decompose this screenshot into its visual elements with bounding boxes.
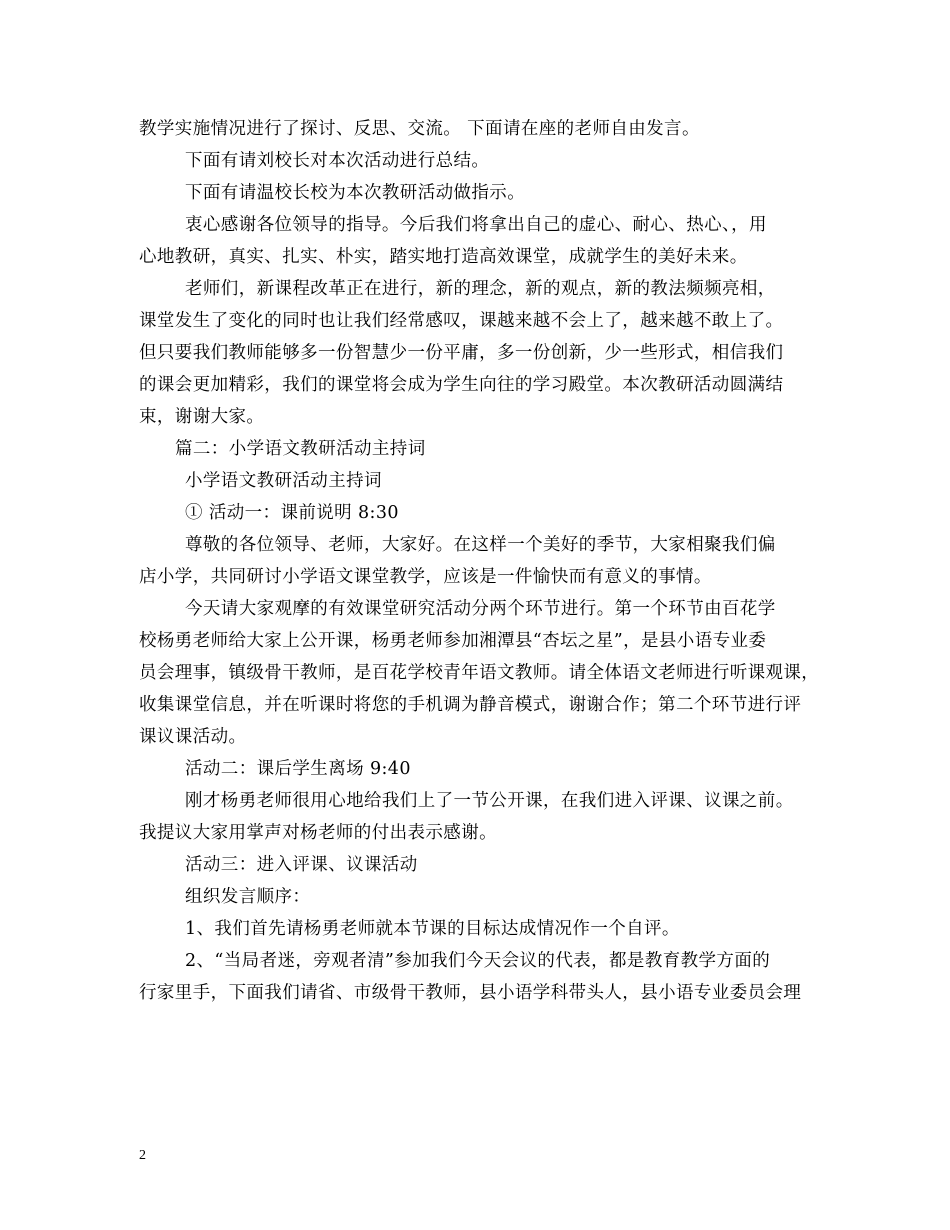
text-line: 束，谢谢大家。 (139, 407, 265, 427)
text-line: 收集课堂信息，并在听课时将您的手机调为静音模式，谢谢合作；第二个环节进行评 (139, 695, 802, 715)
paragraph-start: 老师们，新课程改革正在进行，新的理念，新的观点，新的教法频频亮相， (185, 279, 776, 299)
text-line: 课议课活动。 (139, 727, 247, 747)
text-line: 的课会更加精彩，我们的课堂将会成为学生向往的学习殿堂。本次教研活动圆满结 (139, 375, 784, 395)
document-body (139, 113, 819, 1009)
paragraph-start: 今天请大家观摩的有效课堂研究活动分两个环节进行。第一个环节由百花学 (185, 599, 776, 619)
page-number: 2 (139, 1148, 146, 1163)
text-line: 组织发言顺序： (185, 887, 311, 907)
text-line: 店小学，共同研讨小学语文课堂教学，应该是一件愉快而有意义的事情。 (139, 567, 712, 587)
text-line: 校杨勇老师给大家上公开课，杨勇老师参加湘潭县“杏坛之星”，是县小语专业委 (139, 631, 767, 651)
activity-heading: ① 活动一：课前说明 8:30 (185, 503, 399, 523)
text-line: 但只要我们教师能够多一份智慧少一份平庸，多一份创新，少一些形式，相信我们 (139, 343, 784, 363)
activity-heading: 活动二：课后学生离场 9:40 (185, 759, 411, 779)
text-line: 我提议大家用掌声对杨老师的付出表示感谢。 (139, 823, 497, 843)
activity-heading: 活动三：进入评课、议课活动 (185, 855, 418, 875)
paragraph-start: 尊敬的各位领导、老师，大家好。在这样一个美好的季节，大家相聚我们偏 (185, 535, 776, 555)
text-line: 教学实施情况进行了探讨、反思、交流。 下面请在座的老师自由发言。 (139, 119, 700, 139)
text-line: 行家里手，下面我们请省、市级骨干教师，县小语学科带头人，县小语专业委员会理 (139, 983, 802, 1003)
paragraph-start: 衷心感谢各位领导的指导。今后我们将拿出自己的虚心、耐心、热心、，用 (185, 215, 767, 235)
document-title: 小学语文教研活动主持词 (185, 471, 382, 491)
text-line: 下面有请刘校长对本次活动进行总结。 (185, 151, 490, 171)
paragraph-start: 刚才杨勇老师很用心地给我们上了一节公开课，在我们进入评课、议课之前。 (185, 791, 794, 811)
text-line: 下面有请温校长校为本次教研活动做指示。 (185, 183, 526, 203)
text-line: 员会理事，镇级骨干教师，是百花学校青年语文教师。请全体语文老师进行听课观课， (139, 663, 820, 683)
list-item: 2、“当局者迷，旁观者清”参加我们今天会议的代表，都是教育教学方面的 (185, 951, 771, 971)
text-line: 课堂发生了变化的同时也让我们经常感叹，课越来越不会上了，越来越不敢上了。 (139, 311, 784, 331)
section-heading: 篇二：小学语文教研活动主持词 (175, 439, 426, 459)
text-line: 心地教研，真实、扎实、朴实，踏实地打造高效课堂，成就学生的美好未来。 (139, 247, 748, 267)
list-item: 1、我们首先请杨勇老师就本节课的目标达成情况作一个自评。 (185, 919, 680, 939)
